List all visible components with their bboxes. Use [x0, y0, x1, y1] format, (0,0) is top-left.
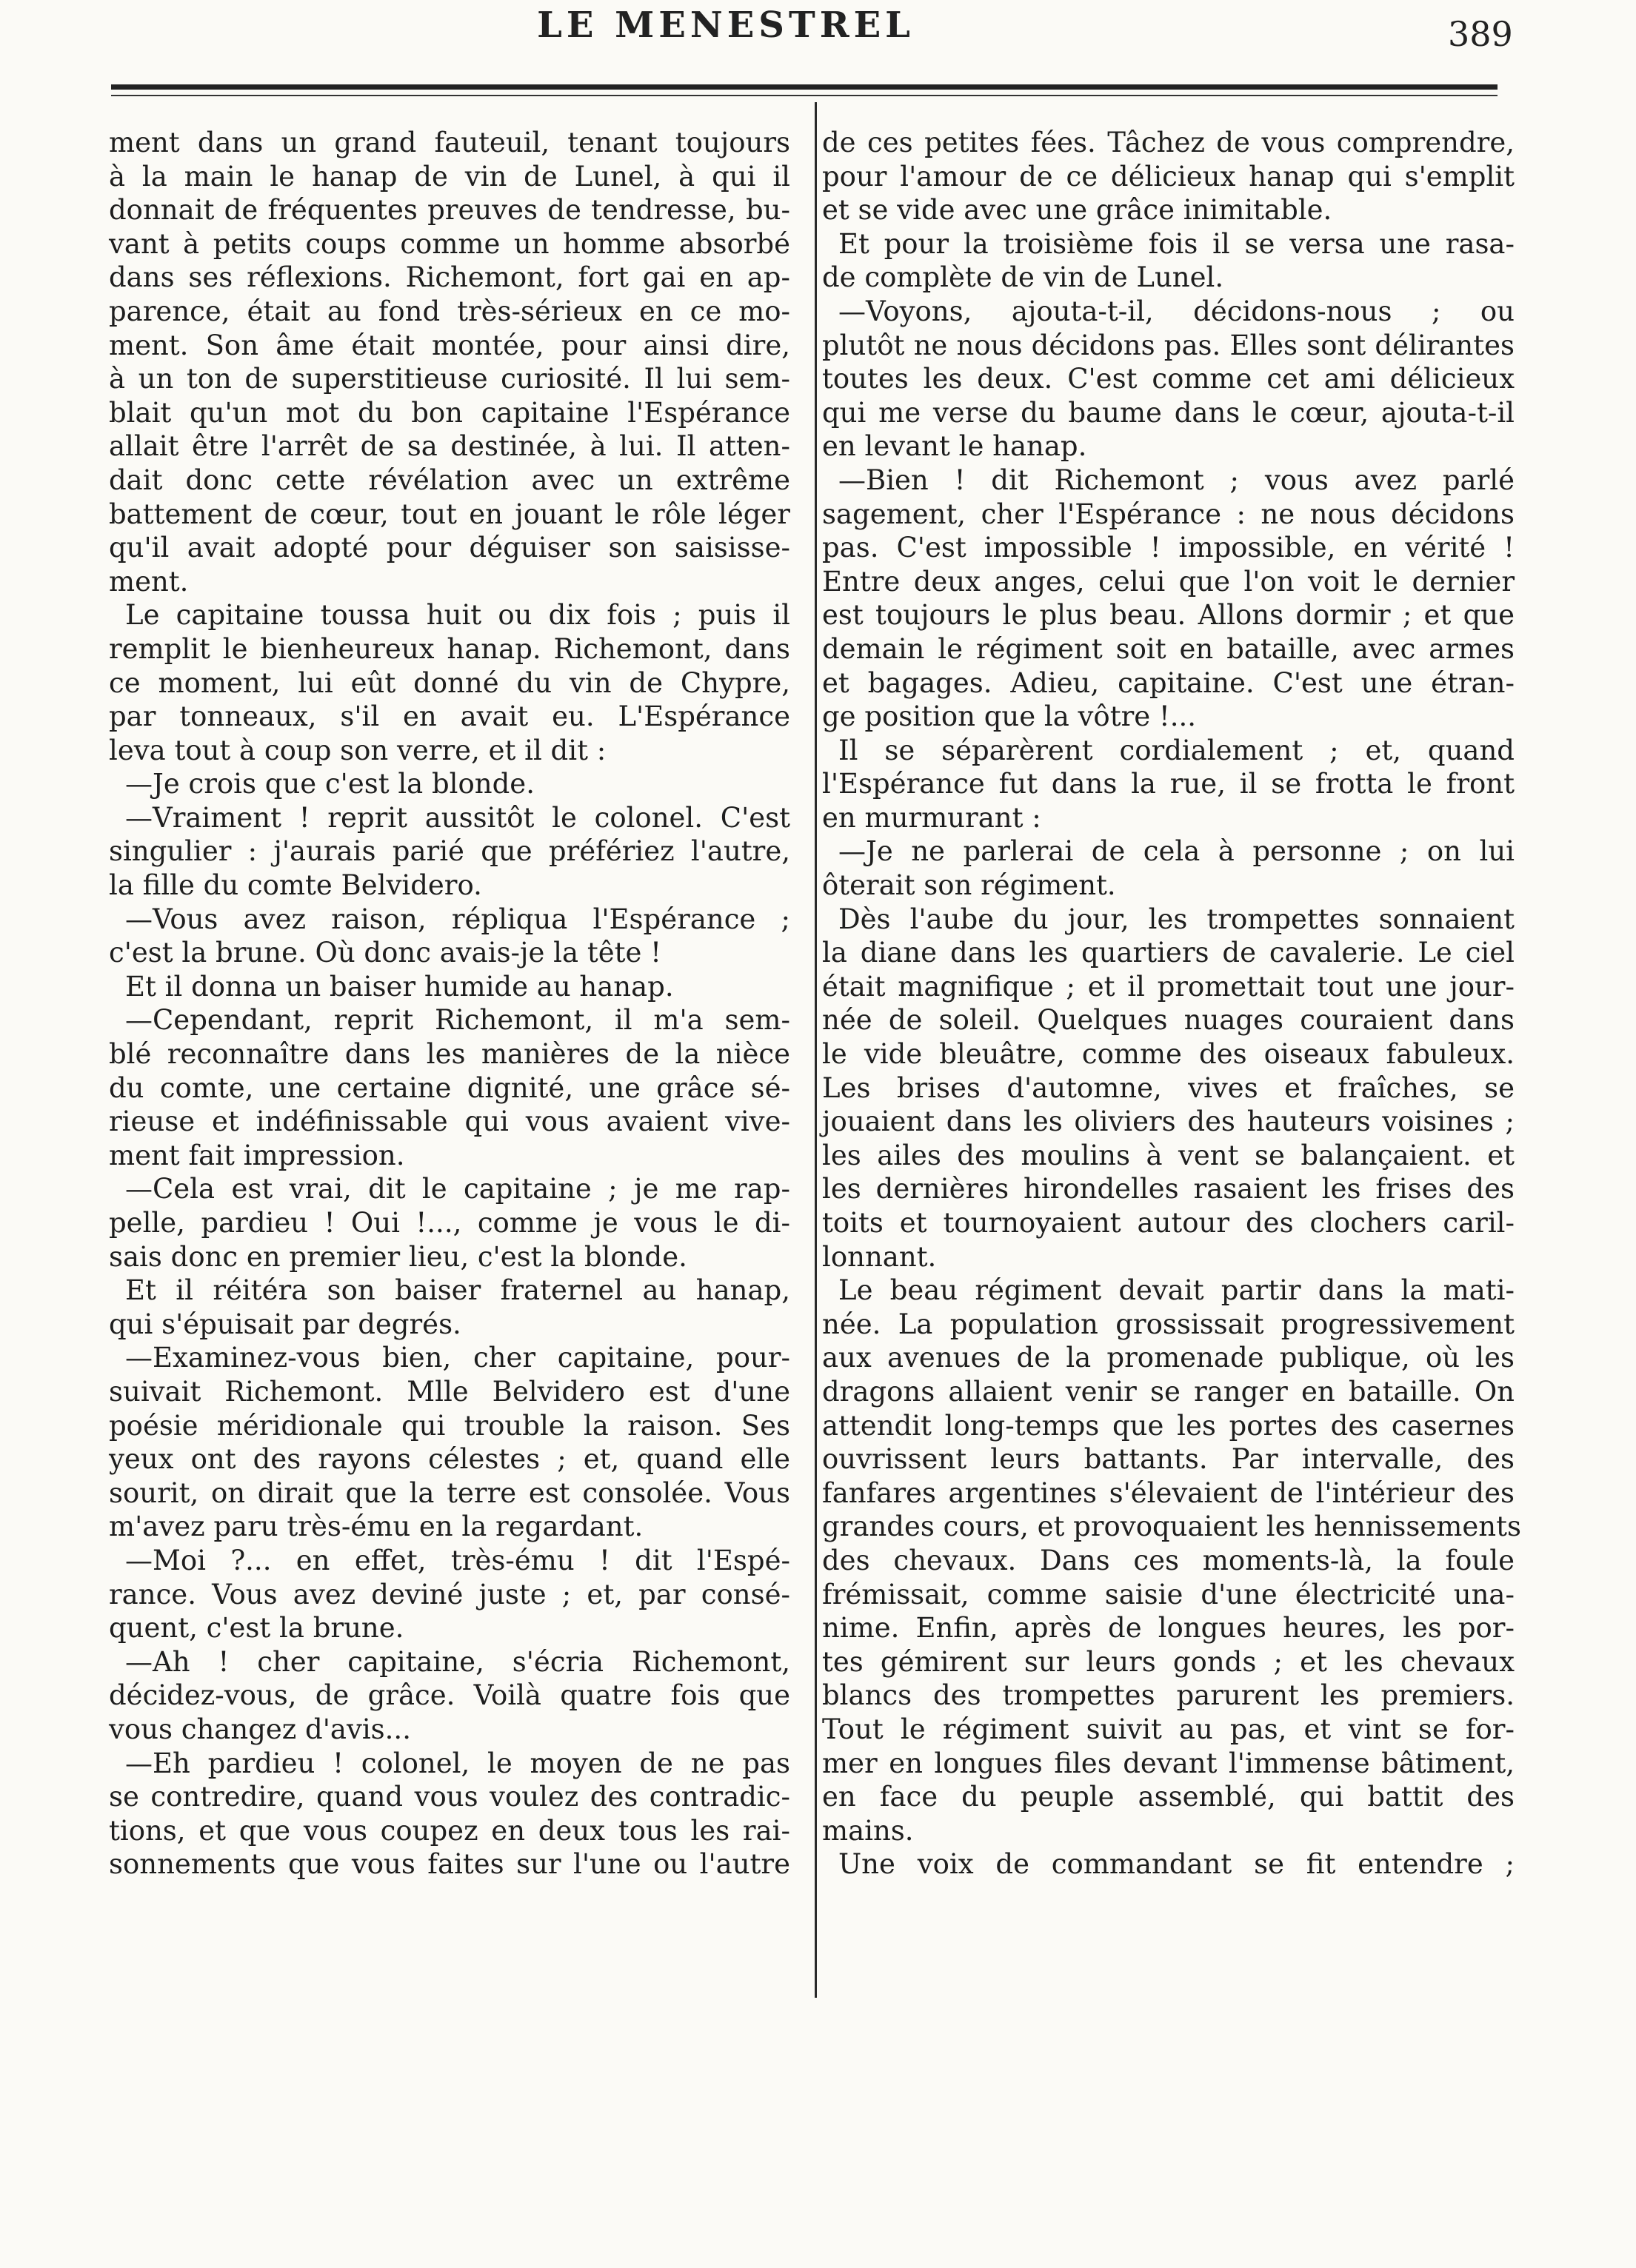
text-line: à un ton de superstitieuse curiosité. Il lui sem-	[109, 363, 790, 395]
header-rule-thin	[111, 95, 1498, 96]
page-number: 389	[1448, 14, 1513, 54]
text-line: vous changez d'avis...	[109, 1713, 411, 1745]
text-line: singulier : j'aurais parié que préfériez l'autre,	[109, 835, 790, 868]
text-line: attendit long-temps que les portes des casernes	[822, 1409, 1515, 1442]
text-line: —Vous avez raison, répliqua l'Espérance ;	[125, 903, 790, 935]
text-line: blancs des trompettes parurent les premiers.	[822, 1679, 1515, 1712]
text-line: rance. Vous avez deviné juste ; et, par consé-	[109, 1578, 790, 1610]
text-line: qu'il avait adopté pour déguiser son saisisse-	[109, 532, 790, 564]
text-line: tes gémirent sur leurs gonds ; et les chevaux	[822, 1645, 1515, 1678]
text-line: sourit, on dirait que la terre est consolée. Vous	[109, 1476, 790, 1509]
text-line: des chevaux. Dans ces moments-là, la foule	[822, 1544, 1515, 1576]
text-line: tions, et que vous coupez en deux tous les rai-	[109, 1814, 790, 1847]
text-line: ment.	[109, 565, 189, 598]
text-line: les dernières hirondelles rasaient les frises des	[822, 1173, 1515, 1205]
text-line: donnait de fréquentes preuves de tendresse, bu-	[109, 194, 790, 227]
text-line: Les brises d'automne, vives et fraîches, se	[822, 1071, 1515, 1104]
text-line: blait qu'un mot du bon capitaine l'Espérance	[109, 396, 790, 429]
text-line: ce moment, lui eût donné du vin de Chypre,	[109, 666, 790, 699]
text-line: qui s'épuisait par degrés.	[109, 1308, 461, 1340]
text-line: la fille du comte Belvidero.	[109, 869, 482, 902]
text-line: sagement, cher l'Espérance : ne nous décidons	[822, 498, 1515, 530]
text-line: sais donc en premier lieu, c'est la blonde.	[109, 1240, 687, 1273]
right-column	[822, 126, 1521, 1881]
text-line: et se vide avec une grâce inimitable.	[822, 194, 1332, 227]
text-line: sonnements que vous faites sur l'une ou l'autre	[109, 1848, 790, 1881]
text-line: du comte, une certaine dignité, une grâce sé-	[109, 1071, 790, 1104]
text-line: blé reconnaître dans les manières de la nièce	[109, 1038, 790, 1071]
text-line: Entre deux anges, celui que l'on voit le dernier	[822, 565, 1515, 598]
text-line: demain le régiment soit en bataille, avec armes	[822, 632, 1515, 665]
text-line: —Examinez-vous bien, cher capitaine, pour-	[125, 1342, 790, 1374]
text-line: allait être l'arrêt de sa destinée, à lui. Il atten-	[109, 430, 790, 463]
text-line: jouaient dans les oliviers des hauteurs voisines ;	[822, 1105, 1515, 1138]
text-line: ge position que la vôtre !...	[822, 700, 1197, 733]
text-line: se contredire, quand vous voulez des contradic-	[109, 1781, 790, 1813]
text-line: qui me verse du baume dans le cœur, ajouta-t-il	[822, 396, 1515, 429]
text-line: rieuse et indéfinissable qui vous avaient vive-	[109, 1105, 790, 1138]
text-line: remplit le bienheureux hanap. Richemont, dans	[109, 632, 790, 665]
column-divider	[815, 102, 817, 1998]
text-line: ment. Son âme était montée, pour ainsi dire,	[109, 329, 790, 361]
text-line: —Bien ! dit Richemont ; vous avez parlé	[838, 464, 1515, 496]
text-line: l'Espérance fut dans la rue, il se frotta le front	[822, 768, 1515, 800]
text-line: mer en longues files devant l'immense bâtiment,	[822, 1747, 1515, 1779]
text-line: m'avez paru très-ému en la regardant.	[109, 1511, 644, 1543]
text-line: —Cependant, reprit Richemont, il m'a sem-	[125, 1004, 790, 1037]
text-line: pas. C'est impossible ! impossible, en vérité !	[822, 532, 1515, 564]
text-line: toutes les deux. C'est comme cet ami délicieux	[822, 363, 1515, 395]
text-line: Et il réitéra son baiser fraternel au hanap,	[125, 1274, 790, 1307]
text-line: parence, était au fond très-sérieux en ce mo-	[109, 295, 790, 327]
text-line: c'est la brune. Où donc avais-je la tête !	[109, 937, 661, 969]
text-line: dans ses réflexions. Richemont, fort gai en ap-	[109, 261, 790, 294]
text-line: Et il donna un baiser humide au hanap.	[125, 970, 674, 1003]
text-line: dait donc cette révélation avec un extrême	[109, 464, 790, 496]
text-line: mains.	[822, 1814, 914, 1847]
text-line: fanfares argentines s'élevaient de l'intérieur des	[822, 1476, 1515, 1509]
text-line: lonnant.	[822, 1240, 937, 1273]
text-line: —Je crois que c'est la blonde.	[125, 768, 535, 800]
text-line: Tout le régiment suivit au pas, et vint se for-	[822, 1713, 1515, 1745]
text-line: dragons allaient venir se ranger en bataille. On	[822, 1375, 1515, 1408]
text-line: leva tout à coup son verre, et il dit :	[109, 734, 607, 766]
text-line: Dès l'aube du jour, les trompettes sonnaient	[838, 903, 1515, 935]
text-line: en levant le hanap.	[822, 430, 1087, 463]
text-line: pelle, pardieu ! Oui !..., comme je vous le di-	[109, 1207, 790, 1239]
text-line: à la main le hanap de vin de Lunel, à qui il	[109, 160, 790, 193]
text-line: et bagages. Adieu, capitaine. C'est une étran-	[822, 666, 1515, 699]
text-line: par tonneaux, s'il en avait eu. L'Espérance	[109, 700, 790, 733]
text-line: en face du peuple assemblé, qui battit des	[822, 1781, 1515, 1813]
journal-title: LE MENESTREL	[537, 4, 915, 46]
text-line: —Vraiment ! reprit aussitôt le colonel. C'est	[125, 801, 790, 834]
text-line: —Moi ?... en effet, très-ému ! dit l'Espé-	[125, 1544, 790, 1576]
text-line: les ailes des moulins à vent se balançaient. et	[822, 1139, 1515, 1171]
text-line: Et pour la troisième fois il se versa une rasa-	[838, 227, 1515, 260]
text-line: ouvrissent leurs battants. Par intervalle, des	[822, 1443, 1515, 1476]
text-line: suivait Richemont. Mlle Belvidero est d'une	[109, 1375, 790, 1408]
text-line: vant à petits coups comme un homme absorbé	[109, 227, 790, 260]
text-line: le vide bleuâtre, comme des oiseaux fabuleux.	[822, 1038, 1515, 1071]
text-line: est toujours le plus beau. Allons dormir ; et que	[822, 599, 1515, 632]
text-line: frémissait, comme saisie d'une électricité una-	[822, 1578, 1515, 1610]
text-line: décidez-vous, de grâce. Voilà quatre fois que	[109, 1679, 790, 1712]
text-line: Le beau régiment devait partir dans la mati-	[838, 1274, 1515, 1307]
text-line: aux avenues de la promenade publique, où les	[822, 1342, 1515, 1374]
text-line: née. La population grossissait progressivement	[822, 1308, 1515, 1340]
text-line: Il se séparèrent cordialement ; et, quand	[838, 734, 1515, 766]
header-rule	[111, 84, 1498, 90]
text-line: Le capitaine toussa huit ou dix fois ; puis il	[125, 599, 790, 632]
text-line: quent, c'est la brune.	[109, 1612, 404, 1645]
text-line: nime. Enfin, après de longues heures, les por-	[822, 1612, 1515, 1645]
text-line: —Ah ! cher capitaine, s'écria Richemont,	[125, 1645, 790, 1678]
text-line: la diane dans les quartiers de cavalerie. Le ciel	[822, 937, 1515, 969]
text-line: plutôt ne nous décidons pas. Elles sont délirantes	[822, 329, 1515, 361]
text-line: de ces petites fées. Tâchez de vous comprendre,	[822, 127, 1515, 158]
text-line: —Eh pardieu ! colonel, le moyen de ne pas	[125, 1747, 790, 1779]
text-line: Une voix de commandant se fit entendre ;	[838, 1848, 1515, 1881]
text-line: était magnifique ; et il promettait tout une jour-	[822, 970, 1515, 1003]
text-line: ôterait son régiment.	[822, 869, 1116, 902]
text-line: de complète de vin de Lunel.	[822, 261, 1224, 294]
text-line: —Cela est vrai, dit le capitaine ; je me rap-	[125, 1173, 790, 1205]
text-line: en murmurant :	[822, 801, 1041, 834]
text-line: pour l'amour de ce délicieux hanap qui s'emplit	[822, 160, 1515, 193]
text-line: ment fait impression.	[109, 1139, 405, 1171]
text-line: —Je ne parlerai de cela à personne ; on lui	[838, 835, 1515, 868]
text-line: grandes cours, et provoquaient les hennissements	[822, 1511, 1521, 1543]
text-line: yeux ont des rayons célestes ; et, quand elle	[109, 1443, 790, 1476]
left-column	[109, 126, 790, 1881]
text-line: battement de cœur, tout en jouant le rôle léger	[109, 498, 790, 530]
text-line: née de soleil. Quelques nuages couraient dans	[822, 1004, 1515, 1037]
text-line: toits et tournoyaient autour des clochers caril-	[822, 1207, 1515, 1239]
text-line: ment dans un grand fauteuil, tenant toujours	[109, 127, 790, 158]
text-line: —Voyons, ajouta-t-il, décidons-nous ; ou	[838, 295, 1515, 327]
text-line: poésie méridionale qui trouble la raison. Ses	[109, 1409, 790, 1442]
